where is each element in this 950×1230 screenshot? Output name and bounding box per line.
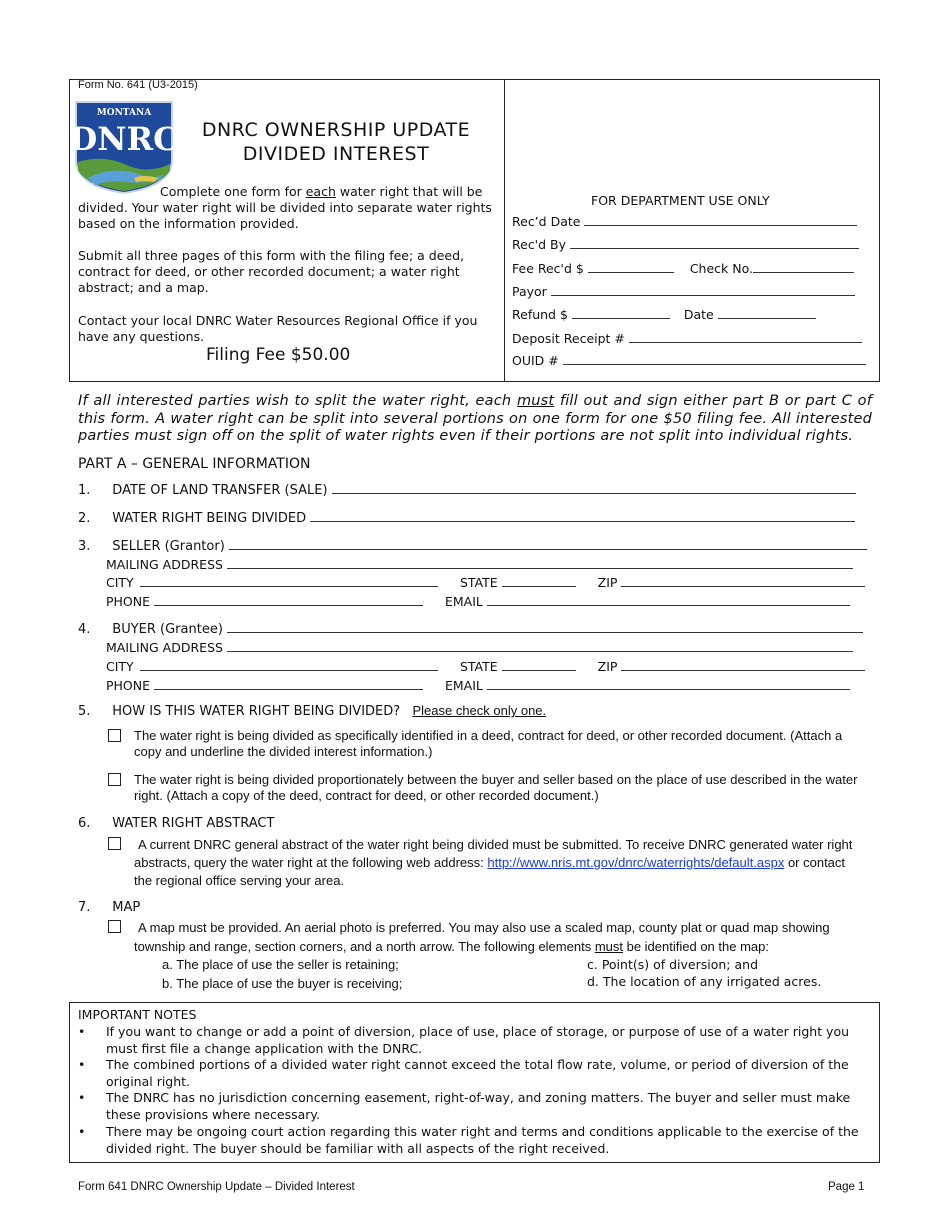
filing-fee: Filing Fee $50.00 [206, 345, 351, 365]
dept-ouid-field[interactable] [563, 352, 866, 365]
dnrc-logo [74, 98, 174, 194]
map-element-d: d. The location of any irrigated acres. [587, 974, 822, 989]
dept-payor-row [512, 283, 855, 299]
buyer-zip-field[interactable] [621, 658, 865, 671]
abstract-checkbox[interactable] [108, 837, 121, 850]
bullet-icon: • [78, 1124, 86, 1139]
buyer-mailing-row [106, 639, 853, 655]
item-5-row [78, 703, 546, 719]
instruction-2: Submit all three pages of this form with the filing fee; a deed, contract for deed, or other recorded document; a water right abstract; and a map. [78, 248, 465, 295]
seller-phone-label: PHONE [106, 594, 151, 609]
item-7-number: 7. [78, 900, 91, 915]
seller-zip-field[interactable] [621, 574, 865, 587]
buyer-state-label: STATE [459, 659, 498, 674]
logo-state-text: MONTANA [96, 108, 152, 118]
land-transfer-date-field[interactable] [332, 481, 856, 494]
item-7-text-pre: A map must be provided. An aerial photo is preferred. You may also use a scaled map, county plat or quad map showing township and range, section corners, and a north arrow. The following elements [134, 920, 830, 954]
buyer-mailing-field[interactable] [227, 639, 853, 652]
seller-city-row [106, 574, 865, 590]
item-6-text [134, 836, 862, 890]
intro-emph: must [516, 393, 555, 409]
item-1-row [78, 481, 856, 498]
dept-fee-row [512, 260, 854, 276]
note-text-3: The DNRC has no jurisdiction concerning easement, right-of-way, and zoning matters. The buyer and seller must make these provisions where necessary. [106, 1090, 851, 1122]
item-4-label: BUYER (Grantee) [112, 622, 223, 637]
item-1-label: DATE OF LAND TRANSFER (SALE) [112, 483, 328, 498]
logo-agency-text: DNRC [74, 120, 174, 158]
dept-deposit-row [512, 330, 862, 346]
map-element-c: c. Point(s) of diversion; and [587, 957, 759, 972]
seller-phone-row [106, 593, 850, 609]
seller-state-field[interactable] [502, 574, 576, 587]
divided-by-document-checkbox[interactable] [108, 729, 121, 742]
intro-paragraph [78, 393, 872, 446]
instruction-1-emph: each [305, 184, 336, 199]
bullet-icon: • [78, 1057, 86, 1072]
item-6-label: WATER RIGHT ABSTRACT [112, 816, 275, 831]
note-item [78, 1090, 874, 1123]
seller-city-label: CITY [106, 575, 134, 590]
dept-ouid-row [512, 352, 866, 368]
dnrc-logo-graphic [74, 98, 174, 194]
dept-ouid-label: OUID # [512, 353, 559, 368]
title-line-2: DIVIDED INTEREST [242, 143, 430, 165]
dept-recd-by-field[interactable] [570, 236, 859, 249]
item-5-option-1: The water right is being divided as specifically identified in a deed, contract for deed, or other recorded document. (Attach a copy and underline the divided interest information.) [134, 728, 843, 759]
item-5-note: Please check only one. [412, 703, 547, 718]
dept-recd-date-field[interactable] [584, 213, 857, 226]
instruction-1-post: water right that will be divided. Your water right will be divided into separate water rights based on the information provided. [78, 184, 492, 231]
seller-zip-label: ZIP [597, 575, 618, 590]
buyer-city-label: CITY [106, 659, 134, 674]
water-rights-link[interactable]: http://www.nris.mt.gov/dnrc/waterrights/default.aspx [487, 855, 785, 870]
dept-deposit-field[interactable] [629, 330, 862, 343]
note-text-1: If you want to change or add a point of diversion, place of use, place of storage, or purpose of use of a water right you must first file a change application with the DNRC. [106, 1024, 850, 1056]
form-number: Form No. 641 (U3-2015) [78, 79, 198, 91]
bullet-icon: • [78, 1024, 86, 1039]
title-line-1: DNRC OWNERSHIP UPDATE [201, 119, 471, 141]
item-7-label: MAP [112, 900, 141, 915]
item-3-number: 3. [78, 539, 91, 554]
item-5-option-2: The water right is being divided proportionately between the buyer and seller based on the place of use described in the water right. (Attach a copy of the deed, contract for deed, or other recorded document.) [134, 772, 858, 803]
note-text-4: There may be ongoing court action regarding this water right and terms and conditions applicable to the exercise of the divided right. The buyer should be familiar with all aspects of the right received. [106, 1124, 859, 1156]
seller-city-field[interactable] [140, 574, 438, 587]
intro-pre: If all interested parties wish to split the water right, each [78, 393, 517, 409]
dept-fee-label: Fee Rec'd $ [512, 261, 584, 276]
instruction-1-pre: Complete one form for [160, 184, 306, 199]
item-1-number: 1. [78, 483, 91, 498]
item-7-emph: must [594, 939, 623, 954]
item-5-label: HOW IS THIS WATER RIGHT BEING DIVIDED? [112, 704, 401, 719]
seller-mailing-row [106, 556, 853, 572]
seller-state-label: STATE [459, 575, 498, 590]
item-7-text [134, 918, 872, 956]
map-element-b: b. The place of use the buyer is receiving; [162, 976, 403, 991]
dept-recd-by-row [512, 236, 859, 252]
dept-recd-by-label: Rec'd By [512, 237, 567, 252]
buyer-zip-label: ZIP [597, 659, 618, 674]
instruction-1 [78, 184, 496, 232]
buyer-city-row [106, 658, 865, 674]
note-item [78, 1057, 874, 1090]
header-divider [504, 79, 505, 382]
map-element-a: a. The place of use the seller is retaining; [162, 957, 399, 972]
map-checkbox[interactable] [108, 920, 121, 933]
seller-email-label: EMAIL [444, 594, 483, 609]
dept-recd-date-label: Rec’d Date [512, 214, 581, 229]
buyer-name-field[interactable] [227, 620, 863, 633]
item-6-number: 6. [78, 816, 91, 831]
bullet-icon: • [78, 1090, 86, 1105]
dept-deposit-label: Deposit Receipt # [512, 331, 625, 346]
seller-phone-field[interactable] [154, 593, 423, 606]
note-item [78, 1124, 874, 1157]
item-6-text-pre: A current DNRC general abstract of the water right being divided must be submitted. To receive DNRC generated water right abstracts, query the water right at the following web address: [134, 837, 853, 870]
dept-check-no-field[interactable] [753, 260, 854, 273]
item-7-row [78, 900, 140, 915]
item-3-label: SELLER (Grantor) [112, 539, 225, 554]
seller-mailing-label: MAILING ADDRESS [106, 557, 223, 572]
dept-payor-field[interactable] [551, 283, 855, 296]
instruction-3: Contact your local DNRC Water Resources Regional Office if you have any questions. [78, 313, 478, 344]
item-6-text-post: or contact the regional office serving your area. [134, 855, 846, 888]
dept-use-title: FOR DEPARTMENT USE ONLY [591, 193, 770, 208]
dept-refund-field[interactable] [572, 306, 670, 319]
item-5-number: 5. [78, 704, 91, 719]
seller-email-field[interactable] [487, 593, 850, 606]
item-4-row [78, 620, 863, 637]
water-right-field[interactable] [310, 509, 855, 522]
dept-payor-label: Payor [512, 284, 547, 299]
note-text-2: The combined portions of a divided water right cannot exceed the total flow rate, volume, or period of diversion of the original right. [106, 1057, 849, 1089]
divided-proportionately-checkbox[interactable] [108, 773, 121, 786]
item-2-row [78, 509, 855, 526]
form-title [180, 118, 492, 166]
intro-post: fill out and sign either part B or part C of this form. A water right can be split into several portions on one form for one $50 filing fee. All interested parties must sign off on the split of water rights even if their portions are not split into individual rights. [78, 393, 872, 444]
dept-refund-row [512, 306, 816, 322]
seller-mailing-field[interactable] [227, 556, 853, 569]
part-a-heading: PART A – GENERAL INFORMATION [78, 456, 311, 472]
item-3-row [78, 537, 867, 554]
dept-fee-field[interactable] [588, 260, 674, 273]
buyer-phone-label: PHONE [106, 678, 151, 693]
footer-page-number: Page 1 [828, 1181, 865, 1193]
dept-refund-label: Refund $ [512, 307, 568, 322]
item-6-row [78, 816, 274, 831]
item-4-number: 4. [78, 622, 91, 637]
note-item [78, 1024, 874, 1057]
buyer-email-field[interactable] [487, 677, 850, 690]
important-notes-heading: IMPORTANT NOTES [78, 1007, 197, 1022]
buyer-phone-field[interactable] [154, 677, 423, 690]
seller-name-field[interactable] [229, 537, 867, 550]
item-2-number: 2. [78, 511, 91, 526]
buyer-state-field[interactable] [502, 658, 576, 671]
item-7-text-post: be identified on the map: [622, 939, 769, 954]
buyer-email-label: EMAIL [444, 678, 483, 693]
dept-date-field[interactable] [718, 306, 816, 319]
item-2-label: WATER RIGHT BEING DIVIDED [112, 511, 307, 526]
buyer-city-field[interactable] [140, 658, 438, 671]
dept-recd-date-row [512, 213, 864, 229]
footer-form-title: Form 641 DNRC Ownership Update – Divided Interest [78, 1181, 355, 1193]
buyer-phone-row [106, 677, 850, 693]
dept-date-label: Date [683, 307, 714, 322]
dept-check-no-label: Check No. [689, 261, 753, 276]
buyer-mailing-label: MAILING ADDRESS [106, 640, 223, 655]
